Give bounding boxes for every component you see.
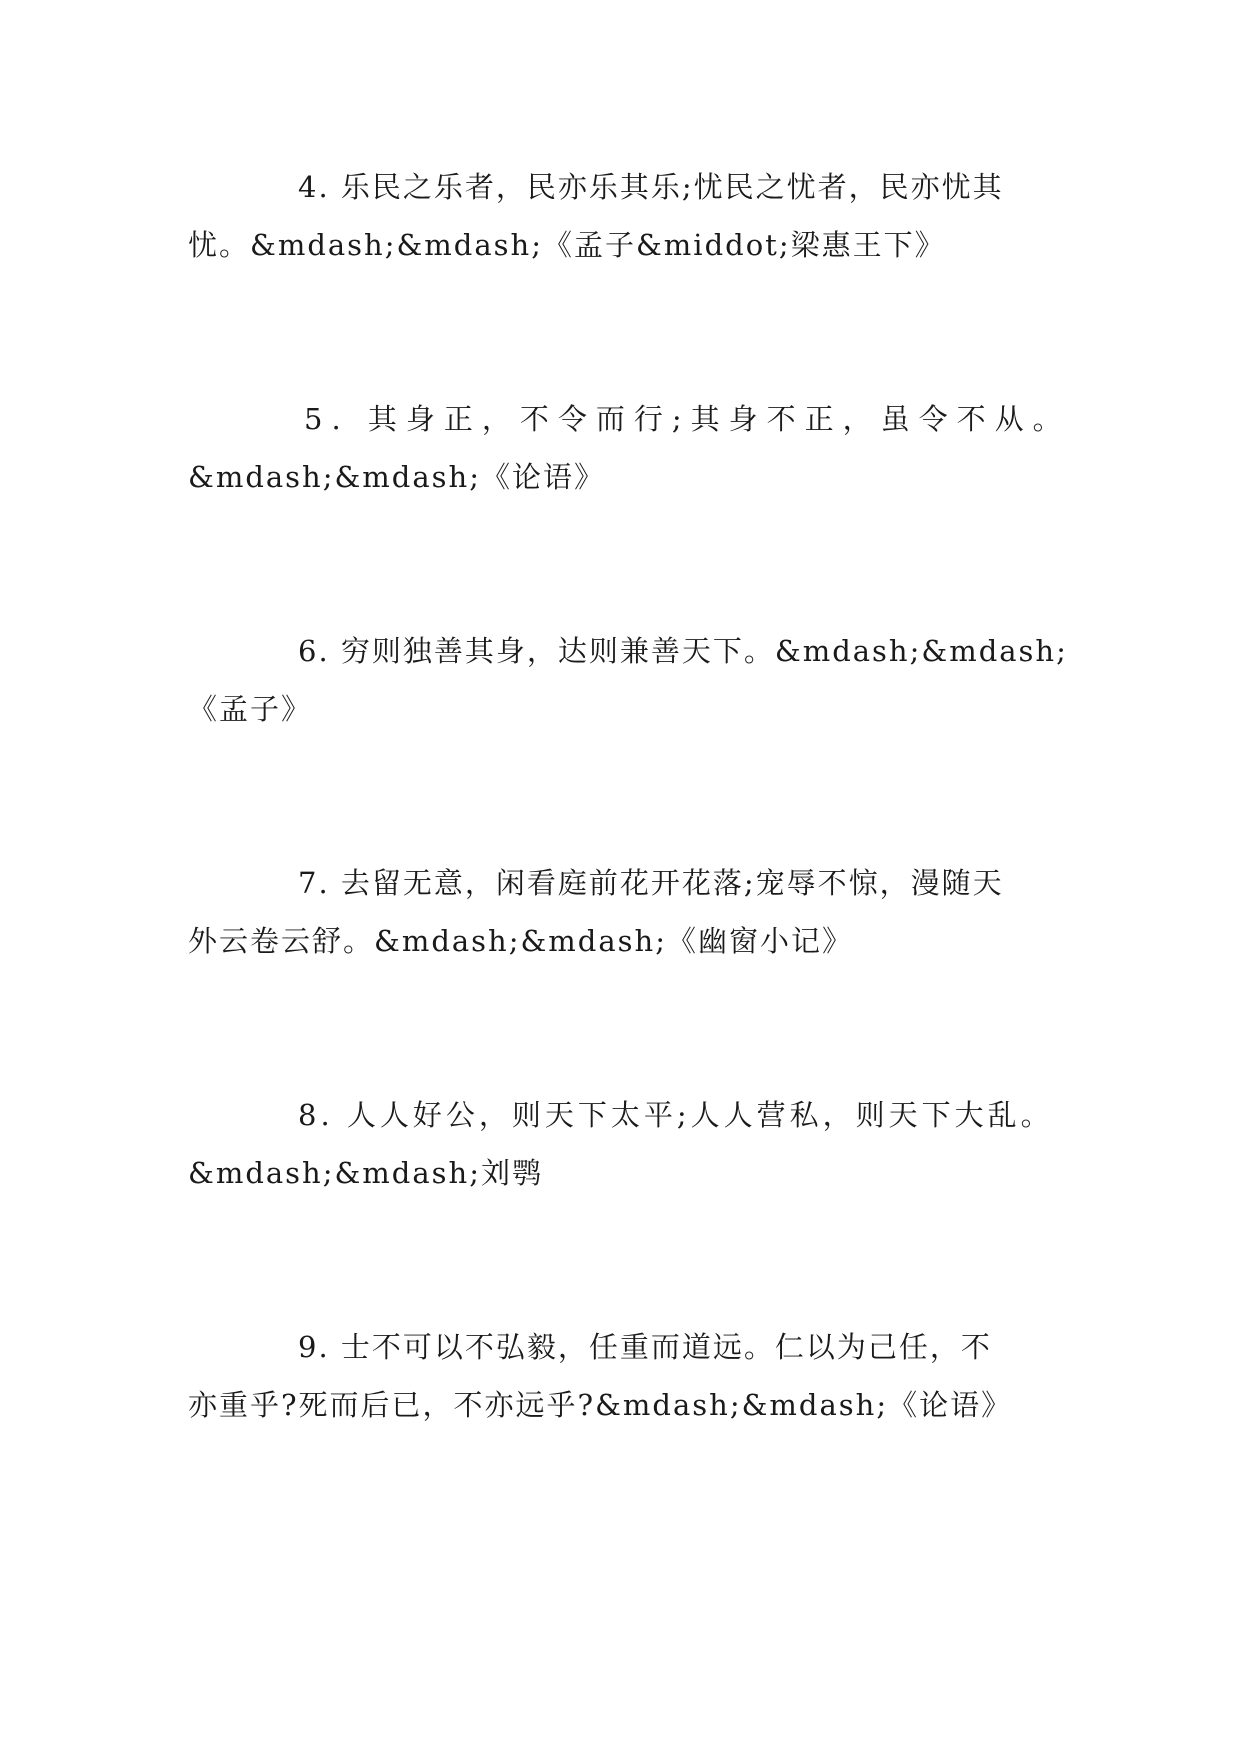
quote-line: 9. 士不可以不弘毅，任重而道远。仁以为己任，不 [298,1330,992,1364]
quote-paragraph [188,158,1004,274]
quote-paragraph [188,622,1068,738]
quote-paragraph [188,1318,1012,1434]
quote-line: 7. 去留无意，闲看庭前花开花落;宠辱不惊，漫随天 [298,866,1004,900]
quote-line: &mdash;&mdash;刘鹗 [188,1156,543,1190]
quote-line: &mdash;&mdash;《论语》 [188,460,605,494]
quote-paragraph [188,1086,1054,1202]
quote-line: 4. 乐民之乐者，民亦乐其乐;忧民之忧者，民亦忧其 [298,170,1004,204]
quote-paragraph [188,390,1071,506]
quote-line: 6. 穷则独善其身，达则兼善天下。&mdash;&mdash; [298,634,1068,668]
quote-line: 忧。&mdash;&mdash;《孟子&middot;梁惠王下》 [188,228,946,262]
quote-line: 5. 其身正，不令而行;其身不正，虽令不从。 [304,402,1071,436]
quote-line: 8. 人人好公，则天下太平;人人营私，则天下大乱。 [298,1098,1054,1132]
quote-line: 亦重乎?死而后已，不亦远乎?&mdash;&mdash;《论语》 [188,1388,1013,1422]
quote-paragraph [188,854,1004,970]
quote-line: 外云卷云舒。&mdash;&mdash;《幽窗小记》 [188,924,853,958]
quote-line: 《孟子》 [188,692,313,726]
